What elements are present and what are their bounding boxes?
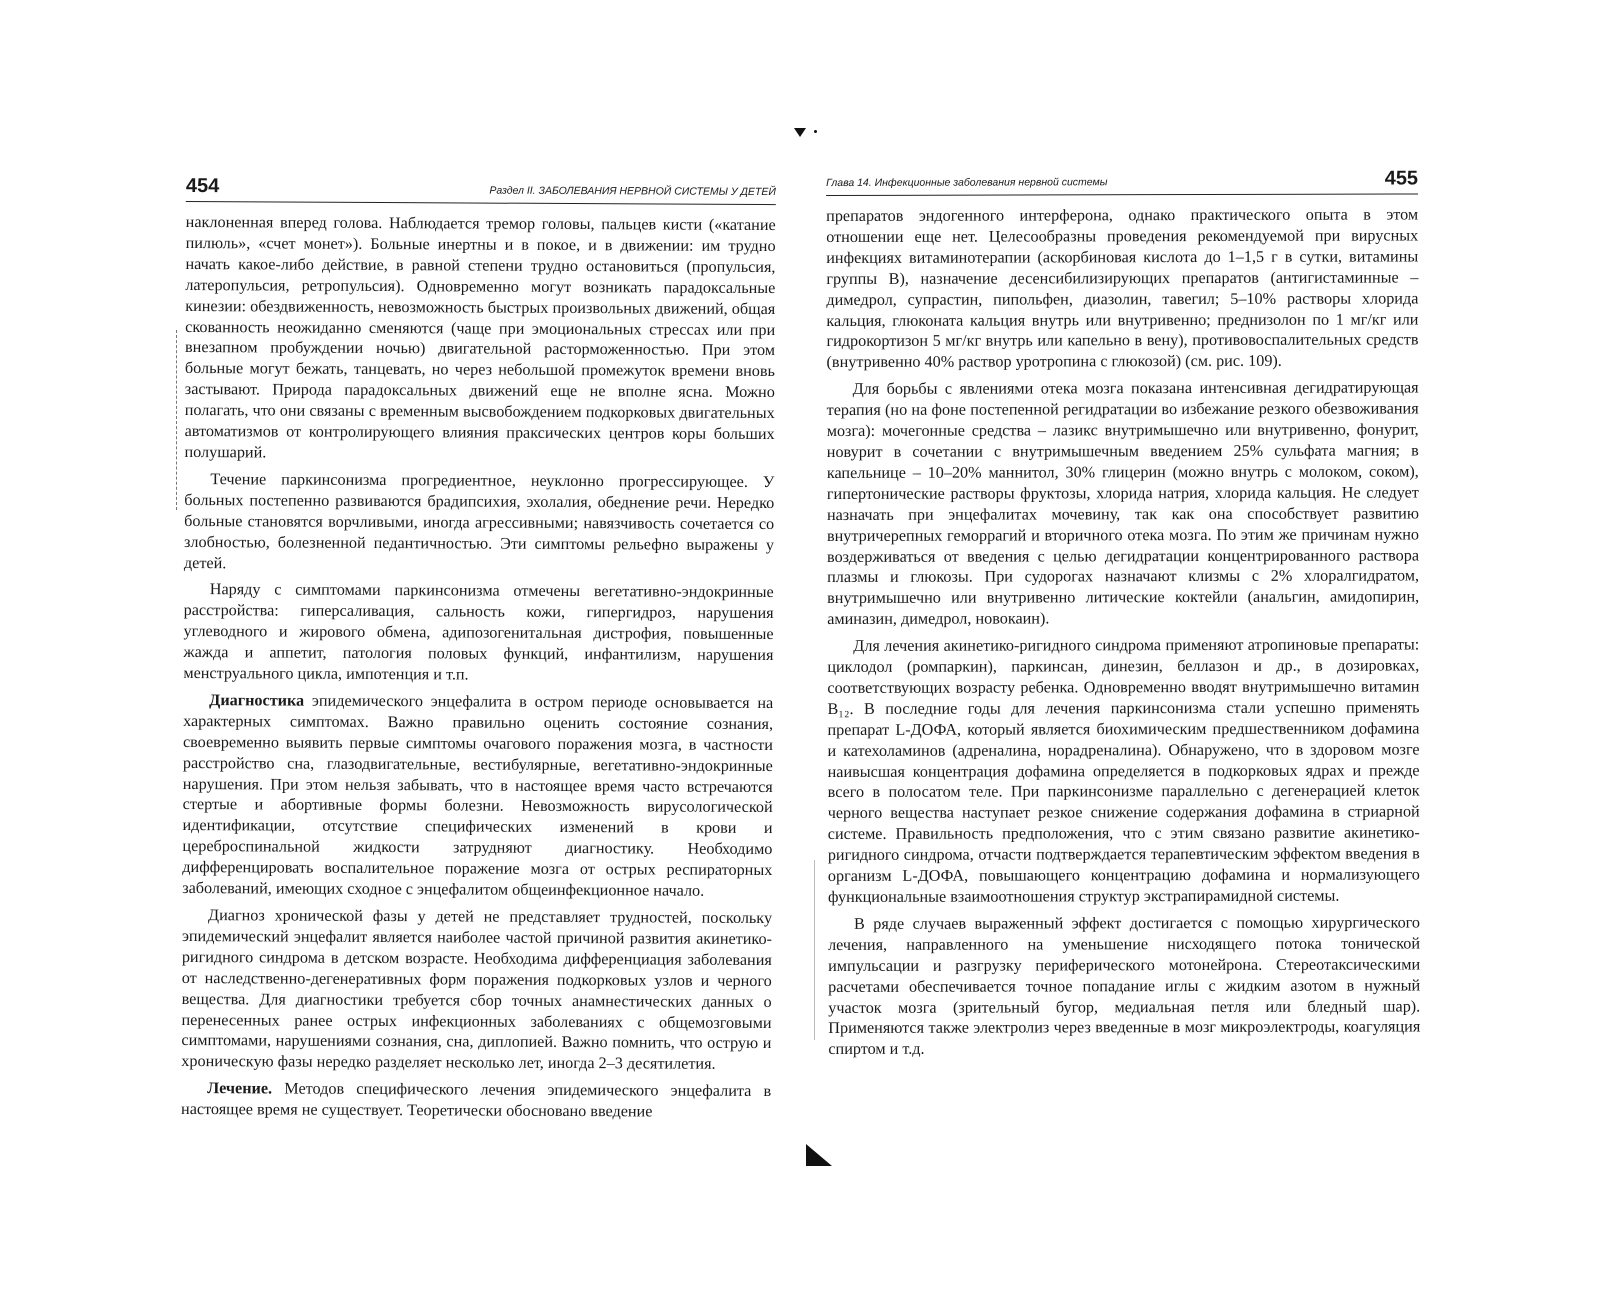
paragraph	[181, 1078, 771, 1123]
paragraph	[184, 212, 775, 466]
right-page-body	[826, 204, 1420, 1060]
paragraph-text: Течение паркинсонизма прогредиентное, неуклонно прогрессирующее. У больных постепенно развиваются брадипсихия, эхолалия, обеднение речи. Нередко больные становятся ворчливыми, иногда агрессивными; навязчивость сочетается со злобностью, болезненной педантичностью. Эти симптомы рельефно выражены у детей.	[183, 470, 775, 572]
paragraph-text: Для лечения акинетико-ригидного синдрома применяют атропиновые препараты: циклодол (ромпаркин), паркинсан, динезин, беллазон и др., в дозировках, соответствующих возрасту ребенка. Одновременно вводят внутримышечно витамин B₁₂. В последние годы для лечения паркинсонизма стали успешно применять препарат L-ДОФА, который является биохимическим предшественником дофамина и катехоламинов (адреналина, норадреналина). Обнаружено, что в здоровом мозге наивысшая концентрация дофамина определяется в подкорковых ядрах и прежде всего в полосатом теле. При паркинсонизме параллельно с дегенерацией клеток черного вещества наступает резкое снижение содержания дофамина в стриарной системе. Правильность предположения, что с этим связано развитие акинетико-ригидного синдрома, отчасти подтверждается терапевтическим эффектом введения в организм L-ДОФА, повышающего концентрацию дофамина и нормализующего функциональные взаимоотношения структур экстрапирамидной системы.	[827, 635, 1420, 906]
paragraph-text: В ряде случаев выраженный эффект достигается с помощью хирургического лечения, направленного на уменьшение нисходящего потока тонической импульсации и разгрузку периферического мотонейрона. Стереотаксическими расчетами обеспечивается точное попадание иглы с жидким азотом в нужный участок мозга (зрительный бугор, медиальная петля или бледный шар). Применяются также электролиз через введенные в мозг микроэлектроды, коагуляция спиртом и т.д.	[828, 913, 1421, 1059]
paragraph-lead: Диагностика	[209, 691, 305, 710]
paragraph-text: Диагноз хронической фазы у детей не представляет трудностей, поскольку эпидемический энцефалит является наиболее частой причиной развития акинетико-ригидного синдрома в детском возрасте. Необходима дифференциация заболевания от наследственно-дегенеративных форм поражения подкорковых узлов и черного вещества. Для диагностики требуется сбор точных анамнестических данных о перенесенных ранее острых инфекционных заболеваниях с общемозговыми симптомами, нарушениями сознания, сна, диплопией. Важно помнить, что острую и хроническую фазы нередко разделяет несколько лет, иногда 2–3 десятилетия.	[181, 906, 773, 1074]
paragraph	[183, 579, 774, 687]
paragraph	[182, 690, 773, 902]
corner-mark-bottom	[806, 1144, 832, 1166]
paragraph-lead: Лечение.	[207, 1079, 273, 1098]
paragraph-text: эпидемического энцефалита в остром периоде основывается на характерных симптомах. Важно правильно оценить состояние сознания, своевременно выявить первые симптомы очагового поражения мозга, в частности расстройство сна, глазодвигательные, вестибулярные, вегетативно-эндокринные нарушения. При этом нельзя забывать, что в настоящее время часто встречаются стертые и абортивные формы болезни. Невозможность вирусологической идентификации, отсутствие специфических изменений в крови и цереброспинальной жидкости затрудняют диагностику. Необходимо дифференцировать воспалительное поражение мозга от острых респираторных заболеваний, имеющих сходное с энцефалитом общеинфекционное начало.	[182, 691, 774, 900]
paragraph-text: Наряду с симптомами паркинсонизма отмечены вегетативно-эндокринные расстройства: гиперсаливация, сальность кожи, гипергидроз, нарушения углеводного и жирового обмена, адипозогенитальная дистрофия, повышенные жажда и аппетит, патология половых функций, инфантилизм, нарушения менструального цикла, импотенция и т.п.	[183, 580, 774, 684]
paragraph	[828, 912, 1420, 1060]
left-page-header	[186, 166, 776, 205]
corner-mark-top	[794, 128, 806, 137]
left-page-body	[181, 212, 776, 1123]
paragraph	[184, 469, 775, 577]
paragraph	[827, 378, 1420, 630]
page-number: 455	[1384, 167, 1419, 190]
right-page	[826, 158, 1420, 1060]
page-number: 454	[185, 174, 220, 198]
paragraph-text: Методов специфического лечения эпидемического энцефалита в настоящее время не существует. Теоретически обосновано введение	[181, 1079, 772, 1121]
corner-mark-dot	[814, 130, 817, 133]
paragraph	[826, 204, 1418, 373]
running-head: Раздел II. ЗАБОЛЕВАНИЯ НЕРВНОЙ СИСТЕМЫ У ДЕТЕЙ	[489, 184, 776, 199]
paragraph-text: наклоненная вперед голова. Наблюдается тремор головы, пальцев кисти («катание пилюль», «счет монет»). Больные инертны и в покое, и в движении: им трудно начать какое-либо действие, в равной степени трудно остановиться (пропульсия, латеропульсия, ретропульсия). Одновременно могут возникать парадоксальные кинезии: обездвиженность, невозможность быстрых произвольных движений, общая скованность неожиданно сменяются (чаще при эмоциональных стрессах или при внезапном пробуждении ночью) двигательной расторможенностью. При этом больные могут бежать, танцевать, но через небольшой промежуток времени вновь застывают. Природа парадоксальных движений еще не вполне ясна. Можно полагать, что они связаны с временным высвобождением подкорковых двигательных автоматизмов от контролирующего влияния праксических центров коры больших полушарий.	[184, 212, 776, 462]
paragraph-text: Для борьбы с явлениями отека мозга показана интенсивная дегидратирующая терапия (но на фоне постепенной регидратации во избежание резкого обезвоживания мозга): мочегонные средства – лазикс внутримышечно или внутривенно, фонурит, новурит в сочетании с внутримышечным введением 25% сульфата магния; в капельнице – 10–20% маннитол, 30% глицерин (можно внутрь с молоком, соком), гипертонические растворы фруктозы, хлорида натрия, хлорида кальция. Не следует назначать при энцефалитах мочевину, так как она способствует развитию внутричерепных геморрагий и вторичного отека мозга. По этим же причинам нужно воздерживаться от введения с целью дегидратации концентрированного раствора плазмы и глюкозы. При судорогах назначают клизмы с 2% хлоралгидратом, внутримышечно или внутривенно литические коктейли (анальгин, амидопирин, аминазин, димедрол, новокаин).	[826, 378, 1420, 629]
paragraph	[827, 635, 1420, 908]
running-head: Глава 14. Инфекционные заболевания нервной системы	[826, 176, 1108, 189]
right-page-header	[826, 158, 1418, 196]
left-page	[181, 166, 776, 1123]
paragraph	[181, 905, 772, 1075]
gutter-line	[814, 860, 815, 1040]
paragraph-text: препаратов эндогенного интерферона, однако практического опыта в этом отношении еще нет. Целесообразны проведения рекомендуемой при вирусных инфекциях витаминотерапии (аскорбиновая кислота до 1–1,5 г в сутки, витамины группы В), назначение десенсибилизирующих препаратов (антигистаминные – димедрол, супрастин, пипольфен, диазолин, тавегил; 5–10% растворы хлорида кальция, глюконата кальция внутрь или внутривенно; преднизолон по 1 мг/кг или гидрокортизон 5 мг/кг внутрь или капельно в вену), противовоспалительных средств (внутривенно 40% раствор уротропина с глюкозой) (см. рис. 109).	[826, 205, 1419, 372]
